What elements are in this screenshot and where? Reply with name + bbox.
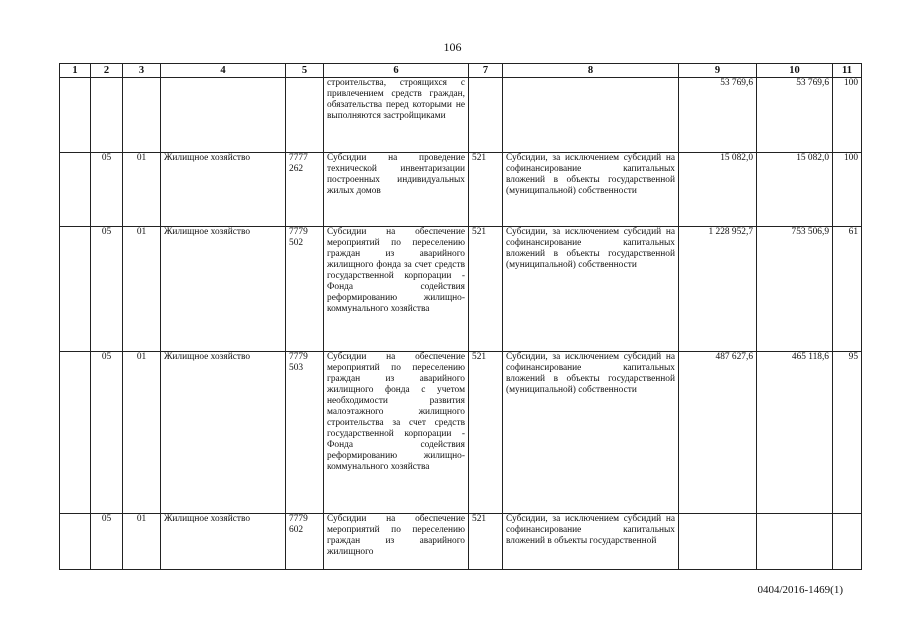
section-cell: 05 <box>91 352 123 514</box>
col-header-1: 1 <box>60 64 91 78</box>
actual-amount-cell <box>757 514 833 570</box>
col-header-11: 11 <box>833 64 862 78</box>
table-row <box>60 227 862 352</box>
table-row <box>60 153 862 227</box>
section-cell: 05 <box>91 153 123 227</box>
target-code-cell: 7777 262 <box>286 153 324 227</box>
expense-type-name-cell: Субсидии, за исключением субсидий на софинансирование капитальных вложений в объекты государственной (муниципальной) собственности <box>503 352 679 514</box>
target-code-cell: 7779 502 <box>286 227 324 352</box>
actual-amount-cell: 15 082,0 <box>757 153 833 227</box>
section-cell <box>91 78 123 153</box>
plan-amount-cell <box>679 514 757 570</box>
section-name-cell: Жилищное хозяйство <box>161 514 286 570</box>
subsection-cell: 01 <box>123 352 161 514</box>
header-row <box>60 64 862 78</box>
row-num-cell <box>60 78 91 153</box>
section-cell: 05 <box>91 514 123 570</box>
section-name-cell: Жилищное хозяйство <box>161 352 286 514</box>
percent-cell: 100 <box>833 78 862 153</box>
target-name-cell: Субсидии на обеспечение мероприятий по переселению граждан из аварийного жилищного <box>324 514 469 570</box>
expense-type-code-cell: 521 <box>469 227 503 352</box>
col-header-5: 5 <box>286 64 324 78</box>
expense-type-code-cell: 521 <box>469 514 503 570</box>
plan-amount-cell: 15 082,0 <box>679 153 757 227</box>
col-header-7: 7 <box>469 64 503 78</box>
page-number: 106 <box>443 40 462 54</box>
table-row <box>60 78 862 153</box>
col-header-6: 6 <box>324 64 469 78</box>
target-name-cell: строительства, строящихся с привлечением средств граждан, обязательства перед которыми не выполняются застройщиками <box>324 78 469 153</box>
subsection-cell: 01 <box>123 227 161 352</box>
table-row <box>60 352 862 514</box>
target-name-cell: Субсидии на обеспечение мероприятий по переселению граждан из аварийного жилищного фонда за счет средств государственной корпорации - Фонда содействия реформированию жилищно-коммунального хозяйства <box>324 227 469 352</box>
target-name-cell: Субсидии на обеспечение мероприятий по переселению граждан из аварийного жилищного фонда с учетом необходимости развития малоэтажного жилищного строительства за счет средств государственной корпорации - Фонда содействия реформированию жилищно-коммунального хозяйства <box>324 352 469 514</box>
actual-amount-cell: 753 506,9 <box>757 227 833 352</box>
percent-cell: 61 <box>833 227 862 352</box>
col-header-4: 4 <box>161 64 286 78</box>
subsection-cell: 01 <box>123 514 161 570</box>
col-header-9: 9 <box>679 64 757 78</box>
plan-amount-cell: 53 769,6 <box>679 78 757 153</box>
row-num-cell <box>60 153 91 227</box>
col-header-10: 10 <box>757 64 833 78</box>
row-num-cell <box>60 227 91 352</box>
table-row <box>60 514 862 570</box>
col-header-3: 3 <box>123 64 161 78</box>
plan-amount-cell: 1 228 952,7 <box>679 227 757 352</box>
expense-type-name-cell: Субсидии, за исключением субсидий на софинансирование капитальных вложений в объекты государственной (муниципальной) собственности <box>503 153 679 227</box>
section-name-cell: Жилищное хозяйство <box>161 153 286 227</box>
subsection-cell: 01 <box>123 153 161 227</box>
subsection-cell <box>123 78 161 153</box>
plan-amount-cell: 487 627,6 <box>679 352 757 514</box>
expense-type-name-cell <box>503 78 679 153</box>
section-cell: 05 <box>91 227 123 352</box>
target-code-cell: 7779 602 <box>286 514 324 570</box>
col-header-2: 2 <box>91 64 123 78</box>
row-num-cell <box>60 352 91 514</box>
expense-type-name-cell: Субсидии, за исключением субсидий на софинансирование капитальных вложений в объекты государственной (муниципальной) собственности <box>503 227 679 352</box>
section-name-cell <box>161 78 286 153</box>
expense-type-code-cell: 521 <box>469 352 503 514</box>
budget-table <box>59 63 862 570</box>
expense-type-code-cell <box>469 78 503 153</box>
target-code-cell <box>286 78 324 153</box>
actual-amount-cell: 465 118,6 <box>757 352 833 514</box>
section-name-cell: Жилищное хозяйство <box>161 227 286 352</box>
col-header-8: 8 <box>503 64 679 78</box>
percent-cell: 100 <box>833 153 862 227</box>
expense-type-code-cell: 521 <box>469 153 503 227</box>
target-name-cell: Субсидии на проведение технической инвентаризации построенных индивидуальных жилых домов <box>324 153 469 227</box>
percent-cell: 95 <box>833 352 862 514</box>
row-num-cell <box>60 514 91 570</box>
percent-cell <box>833 514 862 570</box>
target-code-cell: 7779 503 <box>286 352 324 514</box>
actual-amount-cell: 53 769,6 <box>757 78 833 153</box>
document-code: 0404/2016-1469(1) <box>757 584 843 596</box>
expense-type-name-cell: Субсидии, за исключением субсидий на софинансирование капитальных вложений в объекты государственной <box>503 514 679 570</box>
